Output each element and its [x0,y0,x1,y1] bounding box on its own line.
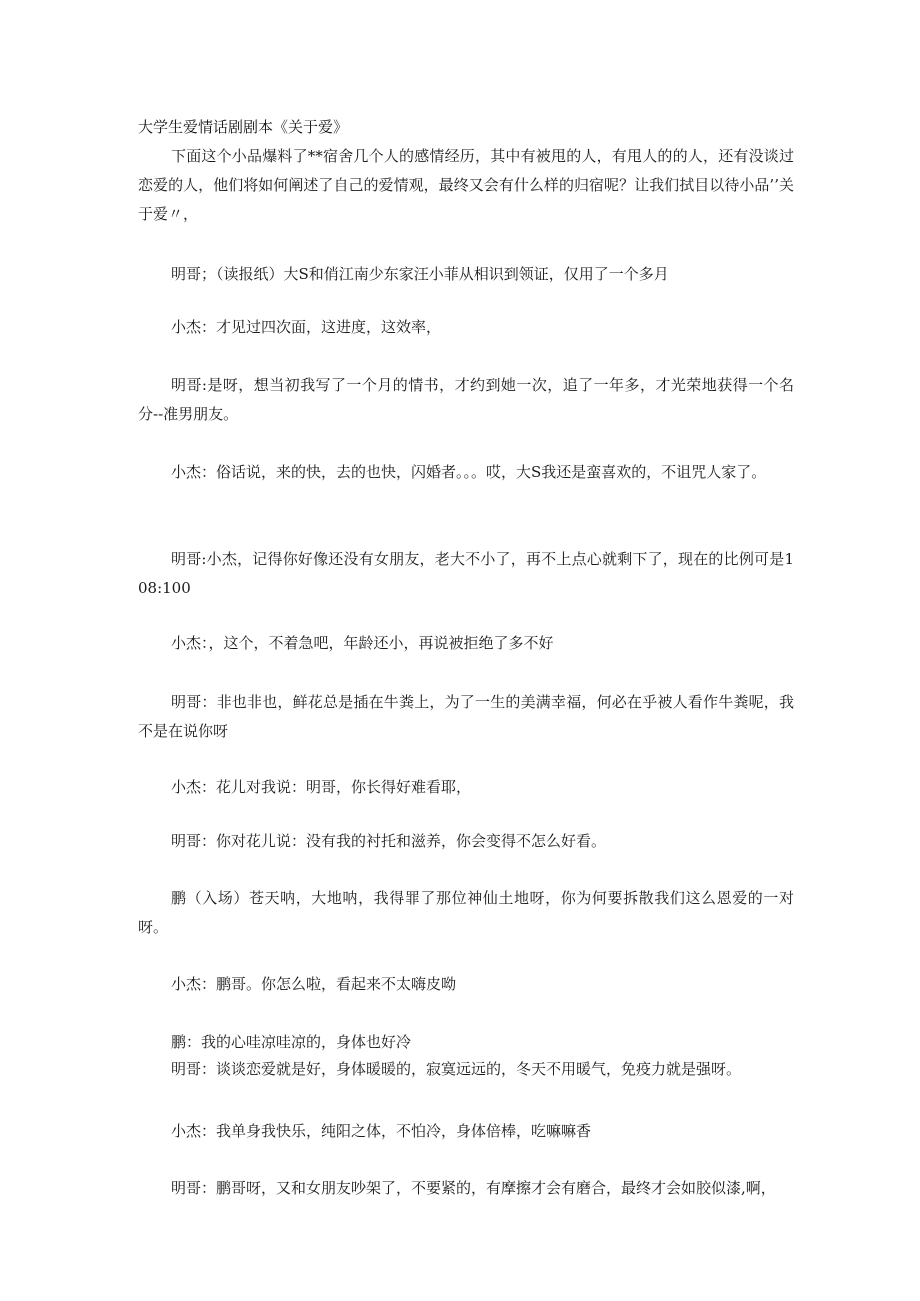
document-title: 大学生爱情话剧剧本《关于爱》 [138,118,349,136]
dialogue-line: 明哥：鹏哥呀，又和女朋友吵架了，不要紧的，有摩擦才会有磨合，最终才会如胶似漆,啊， [171,1179,776,1197]
dialogue-line: 小杰：鹏哥。你怎么啦，看起来不太嗨皮呦 [171,975,457,993]
dialogue-line: 小杰：才见过四次面，这进度，这效率， [171,318,442,336]
dialogue-line: 鹏（入场）苍天呐，大地呐，我得罪了那位神仙土地呀，你为何要拆散我们这么恩爱的一对呀。 [138,889,794,936]
dialogue-line: 明哥：谈谈恋爱就是好，身体暖暖的，寂寞远远的，冬天不用暖气，免疫力就是强呀。 [171,1060,742,1078]
dialogue-line: 明哥；（读报纸）大S和俏江南少东家汪小菲从相识到领证，仅用了一个多月 [171,265,669,283]
dialogue-line: 鹏：我的心哇凉哇凉的，身体也好冷 [171,1033,412,1051]
dialogue-line: 小杰：，这个，不着急吧，年龄还小，再说被拒绝了多不好 [171,634,554,652]
dialogue-line: 明哥：非也非也，鲜花总是插在牛粪上，为了一生的美满幸福，何必在乎被人看作牛粪呢，我不是在说你呀 [138,693,794,740]
dialogue-line: 明哥：你对花儿说：没有我的衬托和滋养，你会变得不怎么好看。 [171,832,607,850]
dialogue-line: 明哥:是呀，想当初我写了一个月的情书，才约到她一次，追了一年多，才光荣地获得一个名分--准男朋友。 [138,376,794,423]
dialogue-line: 明哥:小杰，记得你好像还没有女朋友，老大不小了，再不上点心就剩下了，现在的比例可是108:100 [138,550,794,597]
dialogue-line: 小杰：俗话说，来的快，去的也快，闪婚者。。。哎，大S我还是蛮喜欢的，不诅咒人家了。 [171,463,767,481]
dialogue-line: 小杰：我单身我快乐，纯阳之体，不怕冷，身体倍棒，吃嘛嘛香 [171,1122,592,1140]
intro-paragraph: 下面这个小品爆料了**宿舍几个人的感情经历，其中有被甩的人，有甩人的的人，还有没谈过恋爱的人，他们将如何阐述了自己的爱情观，最终又会有什么样的归宿呢？让我们拭目以待小品’’关于爱〃， [138,147,794,223]
dialogue-line: 小杰：花儿对我说：明哥，你长得好难看耶， [171,778,472,796]
